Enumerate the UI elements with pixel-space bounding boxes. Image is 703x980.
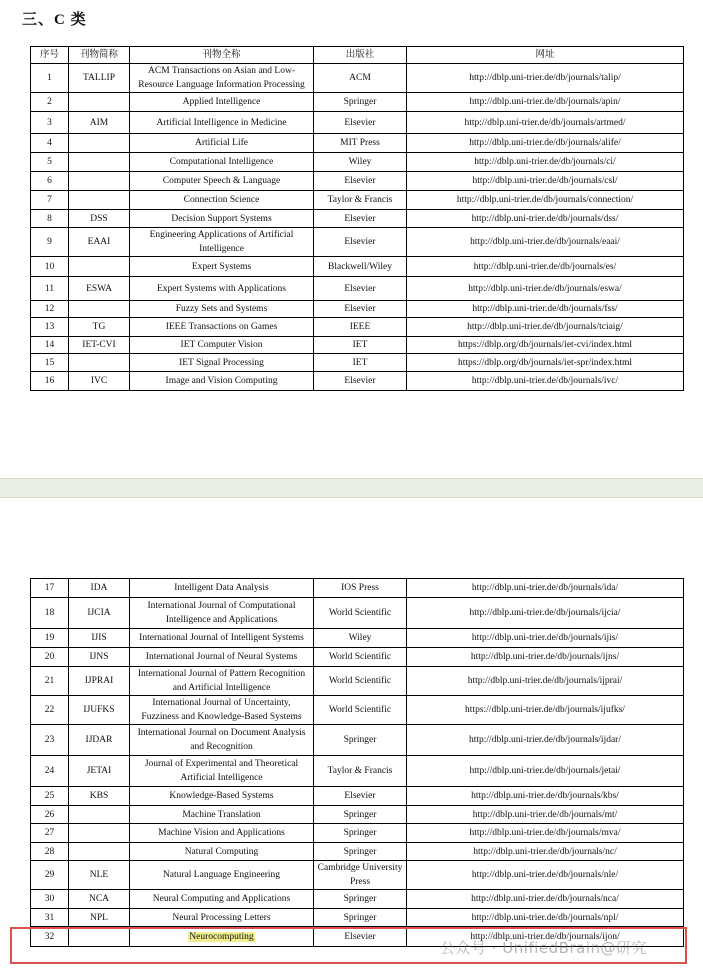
journal-publisher: IET: [314, 354, 407, 372]
journal-publisher: Blackwell/Wiley: [314, 257, 407, 277]
page-break: [0, 478, 703, 498]
journal-index: 23: [31, 725, 69, 756]
journal-abbr: IJUFKS: [69, 696, 130, 725]
journal-publisher: Springer: [314, 806, 407, 824]
journal-index: 10: [31, 257, 69, 277]
journal-index: 8: [31, 210, 69, 228]
journal-url[interactable]: http://dblp.uni-trier.de/db/journals/ijon/: [407, 927, 684, 947]
journal-index: 21: [31, 667, 69, 696]
journal-abbr: EAAI: [69, 228, 130, 257]
journal-url[interactable]: https://dblp.org/db/journals/iet-spr/index.html: [407, 354, 684, 372]
journal-index: 31: [31, 909, 69, 927]
table-row: [31, 64, 684, 93]
journal-publisher: Springer: [314, 890, 407, 909]
journal-abbr: [69, 153, 130, 172]
journal-fullname: Natural Computing: [130, 843, 314, 861]
journal-table-page1: [30, 46, 684, 391]
journal-publisher: Elsevier: [314, 372, 407, 391]
journal-abbr: [69, 354, 130, 372]
journal-fullname: Image and Vision Computing: [130, 372, 314, 391]
journal-index: 17: [31, 579, 69, 598]
journal-publisher: Wiley: [314, 153, 407, 172]
journal-index: 29: [31, 861, 69, 890]
journal-url[interactable]: http://dblp.uni-trier.de/db/journals/ci/: [407, 153, 684, 172]
journal-url[interactable]: http://dblp.uni-trier.de/db/journals/connection/: [407, 191, 684, 210]
journal-url[interactable]: http://dblp.uni-trier.de/db/journals/csl/: [407, 172, 684, 191]
table-row: [31, 861, 684, 890]
journal-url[interactable]: http://dblp.uni-trier.de/db/journals/dss/: [407, 210, 684, 228]
journal-publisher: Elsevier: [314, 301, 407, 318]
journal-fullname: Neural Computing and Applications: [130, 890, 314, 909]
journal-url[interactable]: http://dblp.uni-trier.de/db/journals/nle/: [407, 861, 684, 890]
table-row: [31, 172, 684, 191]
journal-abbr: [69, 806, 130, 824]
journal-abbr: [69, 257, 130, 277]
journal-fullname: Connection Science: [130, 191, 314, 210]
table-row: [31, 843, 684, 861]
journal-fullname: Machine Vision and Applications: [130, 824, 314, 843]
journal-fullname: Knowledge-Based Systems: [130, 787, 314, 806]
journal-abbr: TALLIP: [69, 64, 130, 93]
journal-url[interactable]: http://dblp.uni-trier.de/db/journals/nca/: [407, 890, 684, 909]
journal-publisher: ACM: [314, 64, 407, 93]
journal-publisher: Elsevier: [314, 927, 407, 947]
journal-abbr: IJPRAI: [69, 667, 130, 696]
journal-abbr: IET-CVI: [69, 337, 130, 354]
table-row: [31, 337, 684, 354]
journal-index: 32: [31, 927, 69, 947]
journal-abbr: DSS: [69, 210, 130, 228]
col-header-abbr: 刊物简称: [69, 47, 130, 64]
journal-publisher: Elsevier: [314, 787, 407, 806]
table-row: [31, 93, 684, 112]
watermark: 公众号 · UnifiedBrain@研究: [440, 939, 647, 957]
journal-abbr: [69, 301, 130, 318]
journal-url[interactable]: http://dblp.uni-trier.de/db/journals/nc/: [407, 843, 684, 861]
journal-url[interactable]: http://dblp.uni-trier.de/db/journals/fss/: [407, 301, 684, 318]
journal-fullname: [130, 927, 314, 947]
journal-abbr: [69, 843, 130, 861]
journal-fullname: Engineering Applications of Artificial Intelligence: [130, 228, 314, 257]
journal-publisher: Springer: [314, 909, 407, 927]
journal-publisher: Springer: [314, 725, 407, 756]
journal-index: 22: [31, 696, 69, 725]
journal-url[interactable]: http://dblp.uni-trier.de/db/journals/tciaig/: [407, 318, 684, 337]
journal-fullname: Journal of Experimental and Theoretical Artificial Intelligence: [130, 756, 314, 787]
table-row: [31, 909, 684, 927]
journal-url[interactable]: http://dblp.uni-trier.de/db/journals/npl/: [407, 909, 684, 927]
journal-url[interactable]: http://dblp.uni-trier.de/db/journals/es/: [407, 257, 684, 277]
table-row: [31, 372, 684, 391]
journal-index: 25: [31, 787, 69, 806]
journal-url[interactable]: http://dblp.uni-trier.de/db/journals/ijprai/: [407, 667, 684, 696]
table-row: [31, 667, 684, 696]
journal-abbr: JETAI: [69, 756, 130, 787]
journal-index: 4: [31, 134, 69, 153]
journal-fullname: Expert Systems with Applications: [130, 277, 314, 301]
table-row: [31, 890, 684, 909]
journal-abbr: [69, 824, 130, 843]
journal-fullname: Computer Speech & Language: [130, 172, 314, 191]
journal-fullname: Applied Intelligence: [130, 93, 314, 112]
journal-index: 16: [31, 372, 69, 391]
journal-table-page2: [30, 578, 684, 947]
journal-abbr: AIM: [69, 112, 130, 134]
journal-index: 14: [31, 337, 69, 354]
journal-abbr: IDA: [69, 579, 130, 598]
journal-fullname: International Journal of Uncertainty, Fuzziness and Knowledge-Based Systems: [130, 696, 314, 725]
table-row: [31, 806, 684, 824]
journal-fullname: IET Signal Processing: [130, 354, 314, 372]
journal-fullname: International Journal of Pattern Recognition and Artificial Intelligence: [130, 667, 314, 696]
journal-fullname: International Journal of Neural Systems: [130, 648, 314, 667]
journal-index: 12: [31, 301, 69, 318]
journal-index: 3: [31, 112, 69, 134]
table-row: [31, 318, 684, 337]
journal-url[interactable]: https://dblp.uni-trier.de/db/journals/ijufks/: [407, 696, 684, 725]
journal-publisher: MIT Press: [314, 134, 407, 153]
journal-index: 20: [31, 648, 69, 667]
journal-index: 13: [31, 318, 69, 337]
journal-publisher: Cambridge University Press: [314, 861, 407, 890]
journal-fullname: International Journal of Computational Intelligence and Applications: [130, 598, 314, 629]
table-row: [31, 210, 684, 228]
highlighted-text: Neurocomputing: [189, 931, 254, 942]
journal-publisher: Elsevier: [314, 172, 407, 191]
journal-publisher: Springer: [314, 824, 407, 843]
table-row: [31, 112, 684, 134]
journal-abbr: TG: [69, 318, 130, 337]
journal-fullname: Artificial Intelligence in Medicine: [130, 112, 314, 134]
journal-fullname: ACM Transactions on Asian and Low-Resource Language Information Processing: [130, 64, 314, 93]
table-header-row: [31, 47, 684, 64]
journal-fullname: Expert Systems: [130, 257, 314, 277]
journal-index: 18: [31, 598, 69, 629]
journal-abbr: IJNS: [69, 648, 130, 667]
journal-index: 30: [31, 890, 69, 909]
journal-abbr: IJIS: [69, 629, 130, 648]
journal-publisher: IOS Press: [314, 579, 407, 598]
table-row: [31, 301, 684, 318]
journal-abbr: KBS: [69, 787, 130, 806]
journal-index: 7: [31, 191, 69, 210]
journal-url[interactable]: http://dblp.uni-trier.de/db/journals/ivc/: [407, 372, 684, 391]
journal-abbr: IJDAR: [69, 725, 130, 756]
journal-url[interactable]: http://dblp.uni-trier.de/db/journals/ijcia/: [407, 598, 684, 629]
journal-url[interactable]: http://dblp.uni-trier.de/db/journals/artmed/: [407, 112, 684, 134]
journal-fullname: Intelligent Data Analysis: [130, 579, 314, 598]
journal-publisher: Elsevier: [314, 277, 407, 301]
journal-url[interactable]: http://dblp.uni-trier.de/db/journals/ida/: [407, 579, 684, 598]
table-row: [31, 648, 684, 667]
table-row: [31, 257, 684, 277]
journal-url[interactable]: http://dblp.uni-trier.de/db/journals/eaai/: [407, 228, 684, 257]
journal-abbr: [69, 191, 130, 210]
journal-publisher: World Scientific: [314, 696, 407, 725]
journal-abbr: IJCIA: [69, 598, 130, 629]
table-row: [31, 629, 684, 648]
journal-index: 11: [31, 277, 69, 301]
journal-fullname: Computational Intelligence: [130, 153, 314, 172]
table-row: [31, 598, 684, 629]
journal-index: 26: [31, 806, 69, 824]
journal-url[interactable]: http://dblp.uni-trier.de/db/journals/eswa/: [407, 277, 684, 301]
journal-url[interactable]: http://dblp.uni-trier.de/db/journals/mt/: [407, 806, 684, 824]
journal-url[interactable]: http://dblp.uni-trier.de/db/journals/ijdar/: [407, 725, 684, 756]
journal-publisher: World Scientific: [314, 648, 407, 667]
journal-url[interactable]: http://dblp.uni-trier.de/db/journals/talip/: [407, 64, 684, 93]
journal-index: 5: [31, 153, 69, 172]
col-header-publisher: 出版社: [314, 47, 407, 64]
journal-abbr: [69, 93, 130, 112]
journal-publisher: Springer: [314, 843, 407, 861]
table-row: [31, 354, 684, 372]
journal-abbr: NLE: [69, 861, 130, 890]
journal-publisher: Springer: [314, 93, 407, 112]
journal-fullname: International Journal on Document Analysis and Recognition: [130, 725, 314, 756]
journal-abbr: [69, 927, 130, 947]
journal-url[interactable]: http://dblp.uni-trier.de/db/journals/jetai/: [407, 756, 684, 787]
journal-url[interactable]: http://dblp.uni-trier.de/db/journals/apin/: [407, 93, 684, 112]
journal-fullname: Natural Language Engineering: [130, 861, 314, 890]
journal-publisher: World Scientific: [314, 667, 407, 696]
journal-publisher: Taylor & Francis: [314, 191, 407, 210]
journal-abbr: IVC: [69, 372, 130, 391]
journal-publisher: Wiley: [314, 629, 407, 648]
section-heading: 三、C 类: [22, 12, 87, 28]
table-row: [31, 696, 684, 725]
journal-fullname: Machine Translation: [130, 806, 314, 824]
col-header-index: 序号: [31, 47, 69, 64]
journal-index: 19: [31, 629, 69, 648]
journal-publisher: Elsevier: [314, 112, 407, 134]
journal-fullname: Artificial Life: [130, 134, 314, 153]
journal-url[interactable]: http://dblp.uni-trier.de/db/journals/ijis/: [407, 629, 684, 648]
journal-index: 6: [31, 172, 69, 191]
journal-abbr: NCA: [69, 890, 130, 909]
journal-fullname: IEEE Transactions on Games: [130, 318, 314, 337]
journal-publisher: Elsevier: [314, 210, 407, 228]
journal-fullname: IET Computer Vision: [130, 337, 314, 354]
journal-url[interactable]: http://dblp.uni-trier.de/db/journals/kbs/: [407, 787, 684, 806]
journal-index: 2: [31, 93, 69, 112]
table-row: [31, 787, 684, 806]
journal-url[interactable]: http://dblp.uni-trier.de/db/journals/ijns/: [407, 648, 684, 667]
table-row: [31, 725, 684, 756]
journal-fullname: Neural Processing Letters: [130, 909, 314, 927]
journal-fullname: Fuzzy Sets and Systems: [130, 301, 314, 318]
journal-fullname: Decision Support Systems: [130, 210, 314, 228]
journal-url[interactable]: https://dblp.org/db/journals/iet-cvi/index.html: [407, 337, 684, 354]
table-row: [31, 824, 684, 843]
table-row: [31, 277, 684, 301]
journal-index: 15: [31, 354, 69, 372]
journal-index: 27: [31, 824, 69, 843]
journal-publisher: IEEE: [314, 318, 407, 337]
col-header-url: 网址: [407, 47, 684, 64]
journal-index: 9: [31, 228, 69, 257]
journal-publisher: IET: [314, 337, 407, 354]
table-row: [31, 228, 684, 257]
table-row: [31, 756, 684, 787]
table-row: [31, 191, 684, 210]
journal-index: 24: [31, 756, 69, 787]
journal-abbr: ESWA: [69, 277, 130, 301]
journal-index: 1: [31, 64, 69, 93]
table-row: [31, 579, 684, 598]
journal-publisher: Elsevier: [314, 228, 407, 257]
journal-abbr: [69, 134, 130, 153]
table-row: [31, 153, 684, 172]
journal-fullname: International Journal of Intelligent Systems: [130, 629, 314, 648]
journal-url[interactable]: http://dblp.uni-trier.de/db/journals/alife/: [407, 134, 684, 153]
journal-publisher: Taylor & Francis: [314, 756, 407, 787]
table-row: [31, 134, 684, 153]
journal-abbr: [69, 172, 130, 191]
journal-publisher: World Scientific: [314, 598, 407, 629]
col-header-fullname: 刊物全称: [130, 47, 314, 64]
journal-url[interactable]: http://dblp.uni-trier.de/db/journals/mva/: [407, 824, 684, 843]
journal-abbr: NPL: [69, 909, 130, 927]
journal-index: 28: [31, 843, 69, 861]
